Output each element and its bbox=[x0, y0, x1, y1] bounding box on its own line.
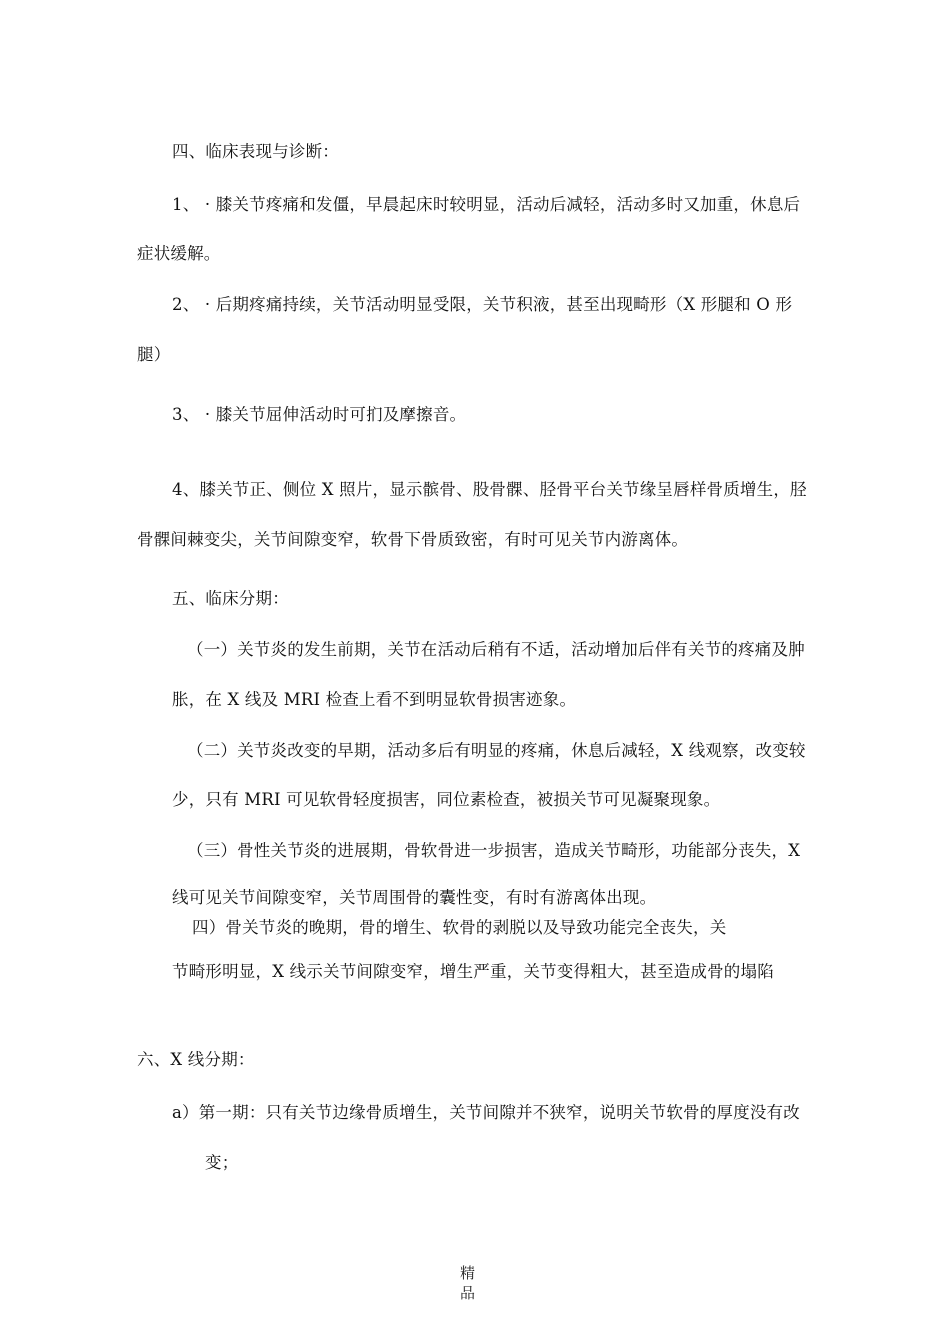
section4-item4-line2: 骨髁间棘变尖，关节间隙变窄，软骨下骨质致密，有时可见关节内游离体。 bbox=[137, 530, 689, 549]
section4-item4-line1: 4、膝关节正、侧位 X 照片，显示髌骨、股骨髁、胫骨平台关节缘呈唇样骨质增生，胫 bbox=[172, 480, 807, 499]
section5-stage1-line2: 胀，在 X 线及 MRI 检查上看不到明显软骨损害迹象。 bbox=[172, 690, 577, 709]
section5-stage1-line1: （一）关节炎的发生前期，关节在活动后稍有不适，活动增加后伴有关节的疼痛及肿 bbox=[187, 640, 805, 659]
section5-stage2-line2: 少，只有 MRI 可见软骨轻度损害，同位素检查，被损关节可见凝聚现象。 bbox=[172, 790, 721, 809]
section5-stage2-line1: （二）关节炎改变的早期，活动多后有明显的疼痛，休息后减轻，X 线观察，改变较 bbox=[187, 741, 806, 760]
section5-stage4-line2: 节畸形明显，X 线示关节间隙变窄，增生严重，关节变得粗大，甚至造成骨的塌陷 bbox=[172, 962, 774, 981]
section4-item1-line1: 1、 · 膝关节疼痛和发僵，早晨起床时较明显，活动后减轻，活动多时又加重，休息后 bbox=[172, 195, 801, 214]
section5-stage3-line2: 线可见关节间隙变窄，关节周围骨的囊性变，有时有游离体出现。 bbox=[172, 888, 657, 907]
section6-a-line2: 变； bbox=[205, 1153, 239, 1172]
footer-char2: 品 bbox=[460, 1284, 476, 1302]
section4-heading: 四、临床表现与诊断： bbox=[172, 142, 339, 161]
section4-item2-line2: 腿） bbox=[137, 345, 171, 364]
section4-item3: 3、 · 膝关节屈伸活动时可扪及摩擦音。 bbox=[172, 405, 467, 424]
section4-item1-line2: 症状缓解。 bbox=[137, 244, 221, 263]
section6-a-line1: a）第一期：只有关节边缘骨质增生，关节间隙并不狭窄，说明关节软骨的厚度没有改 bbox=[172, 1103, 800, 1122]
section5-stage3-line1: （三）骨性关节炎的进展期，骨软骨进一步损害，造成关节畸形，功能部分丧失，X bbox=[187, 841, 801, 860]
section4-item2-line1: 2、 · 后期疼痛持续，关节活动明显受限，关节积液，甚至出现畸形（X 形腿和 O 形 bbox=[172, 295, 793, 314]
footer-char1: 精 bbox=[460, 1264, 476, 1282]
section6-heading: 六、X 线分期： bbox=[137, 1050, 255, 1069]
section5-heading: 五、临床分期： bbox=[172, 589, 289, 608]
section5-stage4-line1: 四）骨关节炎的晚期，骨的增生、软骨的剥脱以及导致功能完全丧失，关 bbox=[192, 918, 727, 937]
